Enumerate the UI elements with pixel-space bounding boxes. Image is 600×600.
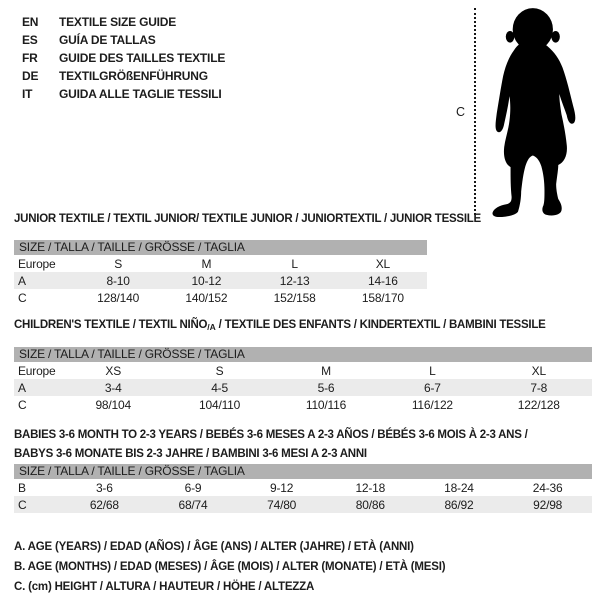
legend-footnotes	[14, 537, 445, 597]
size-cell: 104/110	[199, 397, 241, 412]
language-label: TEXTILE SIZE GUIDE	[59, 15, 177, 29]
row-label: C	[18, 497, 27, 512]
row-label: B	[18, 480, 26, 495]
language-row-fr	[22, 49, 225, 67]
title-text: CHILDREN'S TEXTILE / TEXTIL NIÑO	[14, 319, 208, 331]
baby-silhouette-icon	[480, 5, 592, 217]
size-cell: 14-16	[368, 273, 398, 288]
title-line-1: BABIES 3-6 MONTH TO 2-3 YEARS / BEBÉS 3-6 MESES A 2-3 AÑOS / BÉBÉS 3-6 MOIS À 2-3 ANS /	[14, 429, 528, 441]
size-cell: L	[429, 363, 436, 378]
size-cell: 12-18	[355, 480, 386, 495]
children-size-table	[14, 347, 592, 413]
footnote-a: A. AGE (YEARS) / EDAD (AÑOS) / ÂGE (ANS) / ALTER (JAHRE) / ETÀ (ANNI)	[14, 541, 414, 553]
table-row	[14, 255, 427, 272]
section-babies	[14, 426, 592, 513]
language-row-de	[22, 67, 225, 85]
language-label: GUIDE DES TAILLES TEXTILE	[59, 51, 226, 65]
language-code: ES	[22, 33, 38, 47]
footnote-b: B. AGE (MONTHS) / EDAD (MESES) / ÂGE (MOIS) / ALTER (MONATE) / ETÀ (MESI)	[14, 561, 446, 573]
size-table-header: SIZE / TALLA / TAILLE / GRÖSSE / TAGLIA	[14, 347, 592, 362]
table-row	[14, 496, 592, 513]
footnote-c: C. (cm) HEIGHT / ALTURA / HAUTEUR / HÖHE / ALTEZZA	[14, 581, 315, 593]
row-label: Europe	[18, 256, 56, 271]
size-cell: S	[215, 363, 224, 378]
size-cell: 5-6	[317, 380, 335, 395]
size-cell: 6-7	[423, 380, 441, 395]
title-subscript: /A	[207, 322, 216, 332]
language-label: GUÍA DE TALLAS	[59, 33, 156, 47]
language-code: DE	[22, 69, 39, 83]
size-cell: 12-13	[279, 273, 310, 288]
size-cell: 10-12	[191, 273, 222, 288]
table-row	[14, 272, 427, 289]
size-cell: 158/170	[361, 290, 404, 305]
size-cell: 6-9	[184, 480, 202, 495]
section-babies-title	[14, 426, 592, 464]
size-table-header: SIZE / TALLA / TAILLE / GRÖSSE / TAGLIA	[14, 240, 427, 255]
row-label: Europe	[18, 363, 56, 378]
size-cell: M	[321, 363, 331, 378]
size-cell: 4-5	[211, 380, 228, 395]
row-label: C	[18, 290, 27, 305]
size-table-header: SIZE / TALLA / TAILLE / GRÖSSE / TAGLIA	[14, 464, 592, 479]
size-cell: 24-36	[532, 480, 563, 495]
height-measure-line	[474, 8, 476, 215]
size-cell: 140/152	[185, 290, 228, 305]
size-cell: 68/74	[178, 497, 208, 512]
size-cell: 92/98	[533, 497, 563, 512]
section-children-title	[14, 318, 592, 334]
height-measure-label: C	[456, 105, 466, 119]
size-cell: 152/158	[273, 290, 316, 305]
junior-size-table	[14, 240, 427, 306]
language-label: TEXTILGRÖßENFÜHRUNG	[59, 69, 208, 83]
size-cell: 3-4	[104, 380, 122, 395]
size-cell: 74/80	[267, 497, 297, 512]
size-cell: XL	[531, 363, 546, 378]
size-cell: 116/122	[411, 397, 453, 412]
size-cell: 8-10	[106, 273, 130, 288]
table-row	[14, 289, 427, 306]
language-code: EN	[22, 15, 39, 29]
size-cell: 9-12	[270, 480, 294, 495]
table-row	[14, 396, 592, 413]
table-row	[14, 479, 592, 496]
size-cell: L	[291, 256, 298, 271]
language-row-it	[22, 85, 225, 103]
table-row	[14, 379, 592, 396]
table-row	[14, 362, 592, 379]
section-junior	[14, 212, 592, 306]
size-cell: 128/140	[97, 290, 140, 305]
size-cell: 86/92	[444, 497, 474, 512]
size-cell: 7-8	[530, 380, 548, 395]
babies-size-table	[14, 464, 592, 513]
size-cell: S	[114, 256, 123, 271]
row-label: C	[18, 397, 27, 412]
size-cell: XS	[105, 363, 121, 378]
size-cell: 122/128	[517, 397, 560, 412]
language-label: GUIDA ALLE TAGLIE TESSILI	[59, 87, 222, 101]
title-line-2: BABYS 3-6 MONATE BIS 2-3 JAHRE / BAMBINI 3-6 MESI A 2-3 ANNI	[14, 448, 367, 460]
size-cell: 98/104	[95, 397, 131, 412]
size-cell: 80/86	[355, 497, 385, 512]
section-junior-title: JUNIOR TEXTILE / TEXTIL JUNIOR/ TEXTILE JUNIOR / JUNIORTEXTIL / JUNIOR TESSILE	[14, 213, 481, 225]
row-label: A	[18, 273, 26, 288]
size-cell: M	[201, 256, 212, 271]
height-figure	[450, 5, 598, 223]
size-cell: 62/68	[89, 497, 119, 512]
section-children	[14, 318, 592, 413]
language-row-en	[22, 13, 225, 31]
size-cell: 110/116	[305, 397, 347, 412]
size-cell: 18-24	[444, 480, 474, 495]
row-label: A	[18, 380, 26, 395]
language-list	[22, 13, 225, 103]
size-cell: XL	[375, 256, 391, 271]
size-cell: 3-6	[95, 480, 113, 495]
language-code: IT	[22, 87, 33, 101]
title-text: / TEXTILE DES ENFANTS / KINDERTEXTIL / BAMBINI TESSILE	[215, 319, 546, 331]
baby-silhouette-shape	[492, 8, 575, 217]
language-code: FR	[22, 51, 38, 65]
language-row-es	[22, 31, 225, 49]
